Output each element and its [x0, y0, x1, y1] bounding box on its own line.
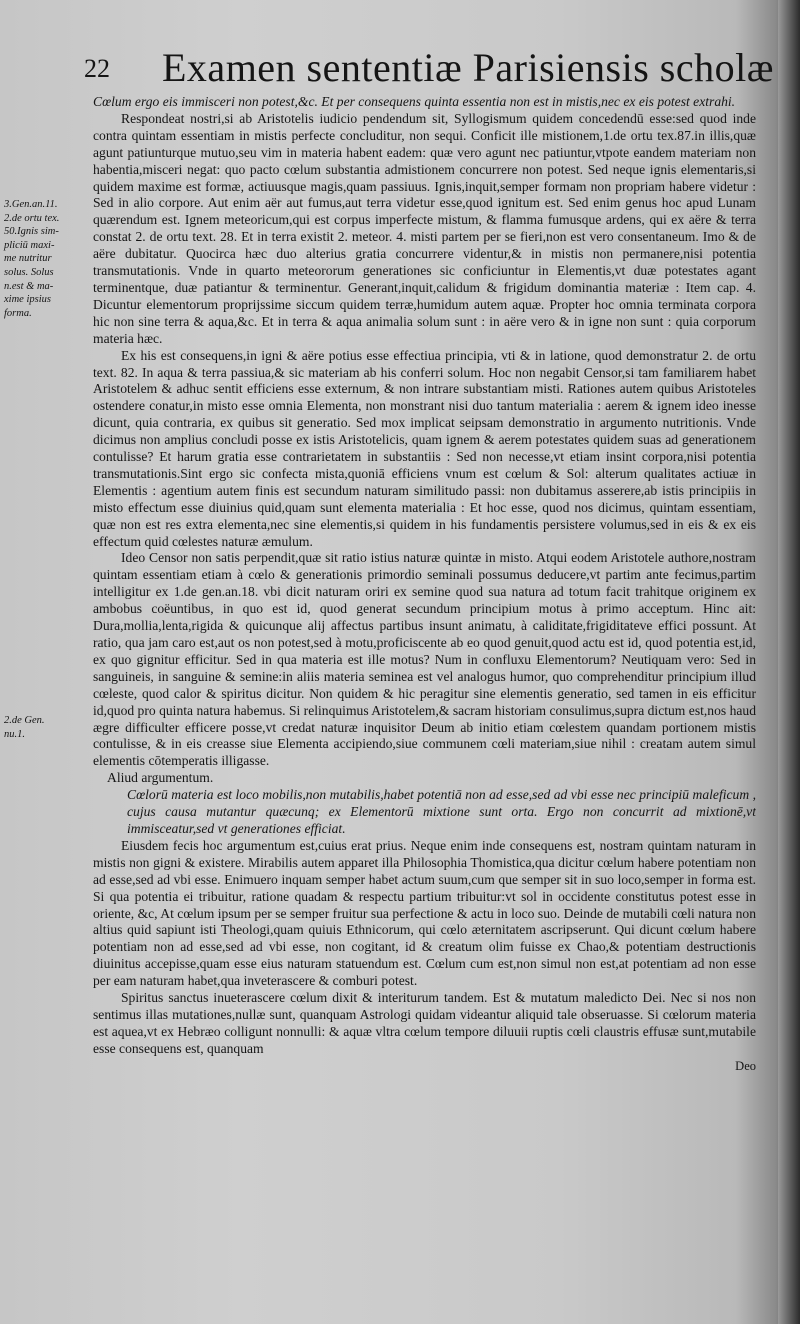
- margin-note: n.est & ma-: [4, 280, 54, 292]
- margin-note-block-2: [4, 714, 90, 741]
- running-title: Examen sententiæ Parisiensis scholæ: [162, 45, 774, 90]
- paragraph: Ex his est consequens,in igni & aëre potius esse effectiua principia, vti & in latione, quod demonstratur 2. de ortu text. 82. In aqua & terra passiua,& sic materiam ab his conferri solum. Hoc non negabit Censor,si tam familiarem habet Aristotelem & adhuc sentit efficiens esse externum, & non intrare substantiam misti. Rationes autem quibus Aristoteles ostendere conatur,in misto esse omnia Elementa, non monstrant nisi duo tantum materialia : aerem & ignem ideo inesse dicunt, quia contraria, ex quibus sit generatio. Sed mox implicat seipsam demonstratio in argumento nutritionis. Vnde dicimus non amplius concludi posse ex istis Aristotelicis, quam ignem & aerem potestates quidem suas ad generationem contulisse? Et harum gratia esse contrarietatem in substantiis : Sed non necesse,vt etiam insint corpora,nisi potentia transmutationis.Sint ergo sic confecta mista,quoniā efficiens vnum est cœlum & Sol: alterum qualitates actiuæ in Elementis : agentium autem finis est secundum naturam similitudo passi: non dubitamus asserere,ab istis principiis in misto effectum esse diuinius quid,quam sunt elementa materialia : Et hoc esse, quod nos dicimus, quintam essentiam, quæ non est res extra elementa,nec sine elementis,si quidem in his fundamentis persistere volumus,sed in eis & ex eis effectum quid cœlestes naturæ æmulum.: [93, 347, 756, 549]
- paragraph: Spiritus sanctus inueterascere cœlum dixit & interiturum tandem. Est & mutatum maledicto Dei. Nec si nos non sentimus illas mutationes,nullæ sunt, quanquam Astrologi quidam videantur aliquid tale obseruasse. Si cœlorum materia est aquea,vt ex Hebræo colligunt nonnulli: & aquæ vltra cœlum tempore diluuii ruptis cœli claustris effusæ sunt,mutabile esse consequens est, quanquam: [93, 990, 756, 1056]
- margin-note: me nutritur: [4, 253, 52, 265]
- catchword: Deo: [735, 1058, 756, 1073]
- margin-note-block-1: [4, 198, 90, 320]
- page-number: 22: [84, 54, 110, 83]
- margin-note: xime ipsius: [4, 294, 51, 306]
- margin-note: nu.1.: [4, 728, 25, 740]
- paragraph-objection-quote: Cœlum ergo eis immisceri non potest,&c. Et per consequens quinta essentia non est in mistis,nec ex eis potest extrahi.: [93, 94, 736, 109]
- argument-quote: Cœlorū materia est loco mobilis,non mutabilis,habet potentiā non ad esse,sed ad vbi esse nec principiū maleficum , cujus causa mutantur quæcunq; ex Elementorū mixtione sunt orta. Ergo non concurrit ad mixtionē,vt immisceatur,sed vt generationes efficiat.: [127, 787, 756, 836]
- paragraph: Respondeat nostri,si ab Aristotelis iudicio pendendum sit, Syllogismum quidem concedendū esse:sed quod inde contra quintam essentiam in mistis perfecte concluditur, non sequi. Conficit ille mistionem,1.de ortu tex.87.in illis,quæ agunt patiunturque mutuo,seu vim in materia habent eadem: quæ vero agunt nec patiuntur,vtpote eandem materiam non habentia,misceri negat: quo pacto cœlum substantia admistionem concurrere non potest. Sed neque ignis elementaris,si quidem maxime est formæ, actiuusque magis,quam passiuus. Ignis,inquit,semper formam non propriam habere videtur : Sed in alio corpore. Aut enim aër aut fumus,aut terra videtur esse,quod ignitum est. Sed enim genus hoc apud Lunam quærendum est. Ignem meteoricum,qui est corpus imperfecte mistum, & flamma fumusque ardens, qui ex aëre & terra constat 2. de ortu text. 28. Et in terra existit 2. meteor. 4. misti partem per se fieri,non est vero consentaneum. Imo & de aëre dubitatur. Quocirca hæc duo alterius gratia concurrere videntur,& in mistis non permanere,nisi potentia transmutationis. Vnde in quarto meteororum generationes sic conficiuntur in Elementis,vt duæ potestates agant terminentque, duæ patiantur & terminentur. Generant,inquit,calidum & frigidum dominantia materiæ : Item cap. 4. Dicuntur elementorum proprijssime siccum quidem terræ,humidum autem aquæ. Propter hoc omnia terminata corpora hic non sine terra & aqua,&c. Et in terra & aqua animalia solum sunt : in aëre vero & in igne non sunt : quia corporum materia hæc.: [93, 110, 756, 346]
- paragraph: Eiusdem fecis hoc argumentum est,cuius erat prius. Neque enim inde consequens est, nostram quintam naturam in mistis non gigni & existere. Mirabilis autem apparet illa Philosophia Thomistica,qua dicitur cœlum habere potentiam non ad esse,sed ad vbi esse. Enimuero inquam semper habet actum suum,cum que semper sit in suo loco,semper in forma est. Si qua potentia ei tribuitur, ratione quadam & respectu partium tribuitur:vt sol in occidente constitutus potest esse in oriente, &c, At cœlum ipsum per se semper fruitur sua perfectione & actu in loco suo. Deinde de mutabili cœli natura non altius quid sapiunt isti Theologi,quam quiuis Ethnicorum, qui cœlo æternitatem ascripserunt. Qui dicunt cœlum habere potentiam non ad esse,sed ad vbi esse, non cogitant, id & creatum olim fuisse ex Chao,& potentiam destructionis diuinitus accepisse,quam esse eius naturam statuendum est. Cœlum cum est,non simul non est,at potentiam ad non esse per eam naturam habet,qua inveterascere & comburi potest.: [93, 837, 756, 989]
- page-gutter-shadow: [778, 0, 800, 1324]
- margin-note: 50.Ignis sim-: [4, 226, 59, 238]
- margin-note: 2.de ortu tex.: [4, 212, 60, 224]
- margin-note: solus. Solus: [4, 266, 54, 278]
- margin-note: pliciū maxi-: [4, 239, 55, 251]
- margin-note: 3.Gen.an.11.: [4, 199, 58, 210]
- paragraph: Ideo Censor non satis perpendit,quæ sit ratio istius naturæ quintæ in misto. Atqui eodem Aristotele authore,nostram quintam essentiam etiam à cœlo & generationis primordio seminali possumus deducere,vt partim ante fecimus,partim intelligitur ex 1.de gen.an.18. vbi dicit naturam oriri ex semine quod sua natura ad totum facit trahitque originem ex ambobus coëuntibus, in quo est id, quod generat secundum principium motus à primo acceptum. Hinc ait: Dura,mollia,lenta,rigida & quicunque alij affectus partibus insunt animatu, à caliditate,frigiditateve effici possunt. At ratio, qua jam caro est,aut os non potest,sed à motu,proficiscente ab eo quod genuit,quod actu est id, quod potentia est,id, ex quo gignitur efficitur. Sed in qua materia est ille motus? Num in confluxu Elementorum? Neutiquam vero: Sed in sanguineis, in sanguine & semine:in aliis materia seminea est vel analogus humor, quo comprehenditur principium illud cœleste, quod calor & spiritus dicitur. Non quidem & hic peragitur sine elementis generatio, sed tamen in eis efficitur id,quod pro quinta natura habemus. Si relinquimus Aristotelem,& sacram historiam consulimus,supra dictum est,nos haud ægre difficulter efficere posse,vt credat naturæ inquisitor Deum ab initio etiam cœlestem quandam portionem mistis contulisse, & in eis creasse siue Elementa accipiendo,siue communem cœli materiam,siue nihil : creatam autem simul elementis cōtemperatis illigasse.: [93, 550, 756, 769]
- section-heading: Aliud argumentum.: [107, 770, 214, 786]
- page-header: [84, 44, 774, 92]
- margin-note: forma.: [4, 307, 32, 319]
- main-text: [93, 94, 756, 1320]
- margin-note: 2.de Gen.: [4, 715, 45, 726]
